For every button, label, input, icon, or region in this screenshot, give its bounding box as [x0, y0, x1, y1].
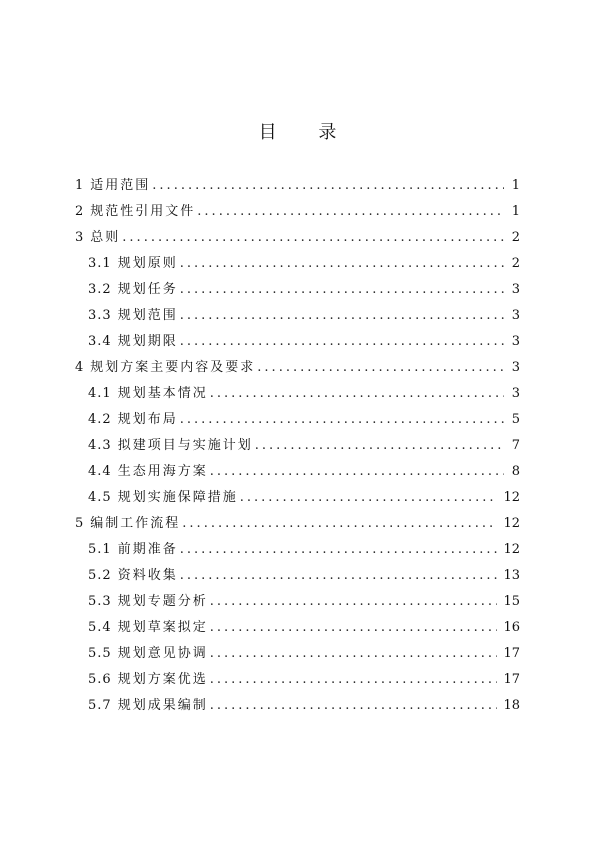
- toc-leader-dots: [180, 256, 504, 271]
- toc-entry-title: 规划方案主要内容及要求: [90, 360, 256, 375]
- toc-entry-page: 12: [503, 516, 520, 531]
- toc-entry-number: 3.1: [88, 256, 112, 271]
- toc-entry-title: 规范性引用文件: [90, 204, 196, 219]
- page-title: 目 录: [258, 122, 355, 143]
- toc-entry[interactable]: [75, 590, 520, 616]
- toc-entry-title: 规划意见协调: [117, 646, 208, 661]
- toc-entry[interactable]: [75, 538, 520, 564]
- toc-entry[interactable]: [75, 174, 520, 200]
- toc-entry-number: 4.1: [88, 386, 112, 401]
- toc-entry-page: 1: [511, 204, 520, 219]
- toc-leader-dots: [182, 516, 497, 531]
- toc-entry-number: 4.5: [88, 490, 112, 505]
- toc-entry-number: 4.3: [88, 438, 112, 453]
- toc-entry-title: 规划原则: [117, 256, 178, 271]
- toc-entry-number: 1: [75, 178, 85, 193]
- toc-entry[interactable]: [75, 668, 520, 694]
- toc-entry[interactable]: [75, 512, 520, 538]
- toc-leader-dots: [210, 594, 498, 609]
- toc-entry-number: 5: [75, 516, 85, 531]
- toc-leader-dots: [197, 204, 504, 219]
- toc-entry-page: 2: [511, 256, 520, 271]
- toc-entry[interactable]: [75, 226, 520, 252]
- toc-leader-dots: [210, 698, 498, 713]
- toc-leader-dots: [180, 412, 504, 427]
- toc-entry-number: 5.6: [88, 672, 112, 687]
- toc-leader-dots: [180, 282, 504, 297]
- toc-entry-number: 3.4: [88, 334, 112, 349]
- toc-entry-number: 5.3: [88, 594, 112, 609]
- toc-entry-number: 4: [75, 360, 85, 375]
- toc-entry-page: 5: [511, 412, 520, 427]
- toc-entry[interactable]: [75, 408, 520, 434]
- toc-entry-title: 资料收集: [117, 568, 178, 583]
- toc-entry-number: 5.7: [88, 698, 112, 713]
- toc-leader-dots: [255, 438, 504, 453]
- toc-entry-page: 3: [511, 308, 520, 323]
- toc-entry-number: 5.4: [88, 620, 112, 635]
- toc-leader-dots: [180, 542, 498, 557]
- toc-entry-title: 规划布局: [117, 412, 178, 427]
- toc-entry-title: 规划期限: [117, 334, 178, 349]
- toc-entry-page: 12: [503, 542, 520, 557]
- toc-entry-title: 拟建项目与实施计划: [117, 438, 253, 453]
- toc-entry-title: 规划方案优选: [117, 672, 208, 687]
- toc-entry[interactable]: [75, 304, 520, 330]
- toc-entry-number: 5.5: [88, 646, 112, 661]
- toc-leader-dots: [180, 568, 498, 583]
- toc-entry[interactable]: [75, 434, 520, 460]
- toc-entry-page: 13: [503, 568, 520, 583]
- toc-entry-page: 2: [511, 230, 520, 245]
- toc-entry[interactable]: [75, 616, 520, 642]
- toc-entry[interactable]: [75, 356, 520, 382]
- toc-entry-title: 规划基本情况: [117, 386, 208, 401]
- toc-entry-title: 规划范围: [117, 308, 178, 323]
- toc-entry-page: 15: [503, 594, 520, 609]
- toc-entry-page: 3: [511, 360, 520, 375]
- toc-leader-dots: [210, 672, 498, 687]
- toc-entry-number: 3.3: [88, 308, 112, 323]
- toc-entry[interactable]: [75, 564, 520, 590]
- toc-entry-title: 生态用海方案: [117, 464, 208, 479]
- toc-entry[interactable]: [75, 642, 520, 668]
- toc-entry-title: 总则: [90, 230, 121, 245]
- toc-entry-page: 17: [503, 646, 520, 661]
- toc-entry-page: 7: [511, 438, 520, 453]
- toc-entry-title: 适用范围: [90, 178, 151, 193]
- toc-entry-page: 18: [503, 698, 520, 713]
- toc-entry[interactable]: [75, 252, 520, 278]
- toc-entry-number: 5.1: [88, 542, 112, 557]
- table-of-contents: [75, 174, 520, 720]
- toc-entry-number: 5.2: [88, 568, 112, 583]
- toc-entry-title: 前期准备: [117, 542, 178, 557]
- toc-entry[interactable]: [75, 200, 520, 226]
- toc-entry-page: 1: [511, 178, 520, 193]
- toc-leader-dots: [240, 490, 498, 505]
- toc-entry[interactable]: [75, 382, 520, 408]
- toc-leader-dots: [210, 646, 498, 661]
- toc-entry[interactable]: [75, 330, 520, 356]
- toc-leader-dots: [257, 360, 504, 375]
- toc-entry-page: 17: [503, 672, 520, 687]
- toc-leader-dots: [122, 230, 504, 245]
- toc-entry-number: 3.2: [88, 282, 112, 297]
- toc-entry-number: 4.4: [88, 464, 112, 479]
- toc-entry-page: 3: [511, 334, 520, 349]
- toc-entry-title: 规划成果编制: [117, 698, 208, 713]
- toc-entry-page: 3: [511, 386, 520, 401]
- toc-entry[interactable]: [75, 460, 520, 486]
- toc-entry-title: 规划实施保障措施: [117, 490, 238, 505]
- toc-entry[interactable]: [75, 278, 520, 304]
- toc-entry-number: 2: [75, 204, 85, 219]
- toc-entry-title: 编制工作流程: [90, 516, 181, 531]
- toc-entry-page: 3: [511, 282, 520, 297]
- toc-entry-title: 规划专题分析: [117, 594, 208, 609]
- toc-entry-page: 8: [511, 464, 520, 479]
- toc-entry[interactable]: [75, 486, 520, 512]
- toc-entry-title: 规划任务: [117, 282, 178, 297]
- toc-leader-dots: [210, 464, 504, 479]
- toc-leader-dots: [180, 308, 504, 323]
- toc-leader-dots: [210, 386, 504, 401]
- toc-entry-title: 规划草案拟定: [117, 620, 208, 635]
- toc-leader-dots: [180, 334, 504, 349]
- toc-entry-page: 12: [503, 490, 520, 505]
- toc-entry-number: 4.2: [88, 412, 112, 427]
- toc-leader-dots: [152, 178, 504, 193]
- toc-entry[interactable]: [75, 694, 520, 720]
- toc-entry-page: 16: [503, 620, 520, 635]
- toc-entry-number: 3: [75, 230, 85, 245]
- toc-leader-dots: [210, 620, 498, 635]
